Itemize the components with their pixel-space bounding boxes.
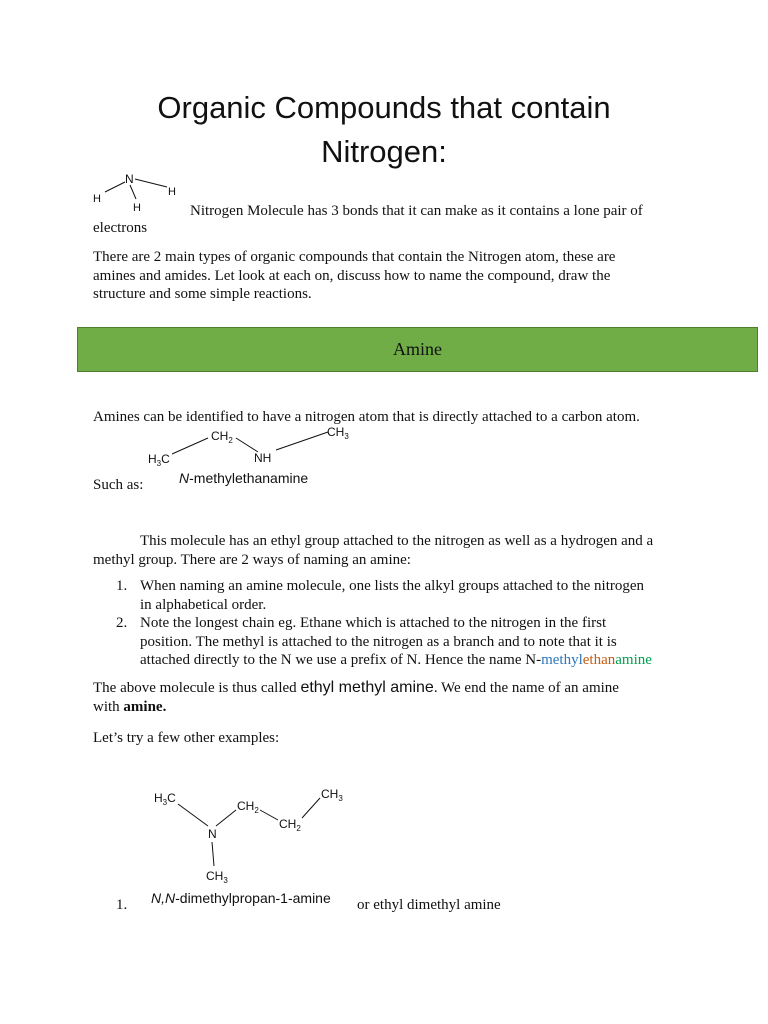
example1-structure — [140, 422, 370, 468]
ammonia-atom-h-bottom: H — [133, 202, 141, 214]
example2-name-rest: -dimethylpropan-1-amine — [175, 890, 331, 906]
ex1-atom-ch3: $CH_3$ — [327, 425, 349, 441]
rule-2-line-3-prefix: attached directly to the N we use a prefix of N. Hence the name N- — [140, 652, 542, 668]
ammonia-caption-line-2: electrons — [93, 220, 148, 236]
example1-name — [179, 470, 308, 486]
rule-2-line-2: position. The methyl is attached to the nitrogen as a branch and to note that it is — [140, 633, 617, 650]
summary-line2-prefix: with — [93, 698, 124, 715]
ex1-atom-nh: NH — [254, 451, 272, 465]
name-part-ethan: ethan — [582, 652, 616, 668]
summary-line-2 — [93, 698, 619, 717]
rule-1-line-1: When naming an amine molecule, one lists the alkyl groups attached to the nitrogen — [140, 578, 645, 594]
rule-1-line-2: in alphabetical order. — [140, 596, 267, 613]
ammonia-atom-h-left: H — [93, 193, 101, 205]
summary-prefix: The above molecule is thus called — [93, 680, 301, 696]
intro-line-3: structure and some simple reactions. — [93, 286, 312, 302]
summary-suffix: . We end the name of an amine — [433, 680, 619, 696]
ex2-atom-n: N — [208, 827, 217, 841]
summary-paragraph — [93, 679, 619, 716]
page-title — [0, 86, 768, 174]
ammonia-structure — [88, 168, 188, 216]
example2-alt-name: or ethyl dimethyl amine — [357, 897, 501, 913]
example1-name-rest: -methylethanamine — [189, 470, 309, 486]
lets-try-line: Let’s try a few other examples: — [93, 730, 280, 746]
ex2-atom-ch2-a: $CH_2$ — [237, 799, 259, 815]
list-item — [116, 614, 716, 670]
name-part-methyl: methyl — [541, 652, 583, 668]
example2-name — [151, 890, 331, 906]
ex2-atom-ch3-bottom: $CH_3$ — [206, 869, 228, 885]
list-item — [116, 577, 716, 614]
example1-lead: Such as: — [93, 477, 144, 493]
ammonia-atom-n: N — [125, 172, 134, 186]
ex2-atom-ch2-b: $CH_2$ — [279, 817, 301, 833]
naming-rules-list — [116, 577, 716, 670]
intro-line-1: There are 2 main types of organic compounds that contain the Nitrogen atom, these are — [93, 249, 616, 265]
ex1-atom-ch2: $CH_2$ — [211, 429, 233, 445]
example2-number: 1. — [116, 897, 128, 913]
example2-name-italic: N,N — [151, 890, 176, 906]
ex2-atom-ch3-top: $CH_3$ — [321, 787, 343, 803]
example2-structure — [148, 780, 368, 888]
section-banner-amine — [77, 327, 758, 372]
explain-line-1: This molecule has an ethyl group attached to the nitrogen as well as a hydrogen and a — [140, 533, 654, 549]
name-part-amine: amine — [615, 652, 652, 668]
rule-1-number: 1. — [116, 578, 128, 594]
rule-2-number: 2. — [116, 615, 128, 631]
ex2-atom-h3c: $H_3C$ — [154, 791, 176, 807]
explain-paragraph — [93, 532, 713, 569]
rule-2-line-3 — [140, 651, 716, 670]
ex1-atom-h3c: $H_3C$ — [148, 452, 170, 468]
example1-name-italic: N — [179, 470, 190, 486]
ammonia-caption-line-1: Nitrogen Molecule has 3 bonds that it can make as it contains a lone pair of — [190, 203, 643, 219]
summary-line2-bold: amine. — [123, 698, 167, 715]
section-heading: Amine — [393, 339, 442, 359]
intro-line-2: amines and amides. Let look at each on, discuss how to name the compound, draw the — [93, 267, 611, 284]
rule-2-line-1: Note the longest chain eg. Ethane which is attached to the nitrogen in the first — [140, 615, 607, 631]
ammonia-atom-h-right: H — [168, 186, 176, 198]
summary-line-1 — [93, 679, 619, 698]
title-line-2: Nitrogen: — [321, 134, 447, 169]
amine-definition: Amines can be identified to have a nitrogen atom that is directly attached to a carbon atom. — [93, 409, 640, 425]
title-line-1: Organic Compounds that contain — [157, 90, 611, 125]
explain-line-2: methyl group. There are 2 ways of naming an amine: — [93, 551, 411, 568]
summary-name: ethyl methyl amine — [300, 679, 434, 696]
intro-paragraph — [93, 248, 615, 304]
